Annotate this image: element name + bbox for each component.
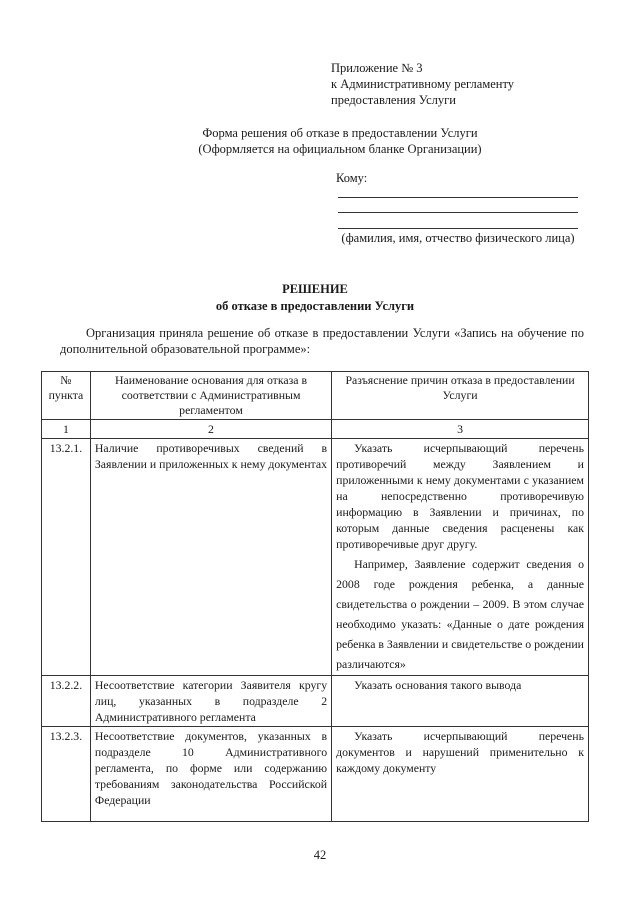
form-title-line-1: Форма решения об отказе в предоставлении Услуги <box>202 126 478 140</box>
row-explanation-example: Например, Заявление содержит сведения о 2008 годе рождения ребенка, а данные свидетельства о рождении – 2009. В этом случае необходимо указать: «Данные о дате рождения ребенка в Заявлении и свидетельстве о рождении различаются» <box>336 557 584 671</box>
row-explanation: Указать основания такого вывода <box>332 676 589 727</box>
column-number: 1 <box>42 420 91 439</box>
table-row <box>42 676 589 727</box>
appendix-header <box>331 60 514 108</box>
recipient-line <box>338 212 578 213</box>
column-number: 2 <box>90 420 331 439</box>
header-number: № пункта <box>42 372 91 420</box>
table-row <box>42 439 589 676</box>
row-explanation: Указать исчерпывающий перечень документов и нарушений применительно к каждому документу <box>332 727 589 822</box>
appendix-line-2: к Административному регламенту <box>331 77 515 91</box>
row-reason: Наличие противоречивых сведений в Заявлении и приложенных к нему документах <box>90 439 331 676</box>
row-explanation <box>332 439 589 676</box>
table-column-numbers-row <box>42 420 589 439</box>
decision-heading <box>90 281 540 315</box>
row-number: 13.2.2. <box>42 676 91 727</box>
row-number: 13.2.3. <box>42 727 91 822</box>
page-number: 42 <box>313 848 327 862</box>
decision-title: РЕШЕНИЕ <box>282 282 348 296</box>
table-header-row <box>42 372 589 420</box>
table-row <box>42 727 589 822</box>
recipient-label: Кому: <box>336 171 368 185</box>
column-number: 3 <box>332 420 589 439</box>
row-explanation-text: Указать исчерпывающий перечень противоречий между Заявлением и приложенными к нему документами с указанием на непосредственно противоречивую информацию в Заявлении и причинах, по которым данные сведения расценены как противоречивые друг другу. <box>336 441 584 551</box>
recipient-line <box>338 228 578 229</box>
header-explanation: Разъяснение причин отказа в предоставлении Услуги <box>332 372 589 420</box>
form-title <box>120 125 560 157</box>
appendix-line-3: предоставления Услуги <box>331 93 456 107</box>
header-reason: Наименование основания для отказа в соответствии с Административным регламентом <box>90 372 331 420</box>
appendix-line-1: Приложение № 3 <box>331 61 423 75</box>
decision-subtitle: об отказе в предоставлении Услуги <box>215 299 415 313</box>
recipient-caption: (фамилия, имя, отчество физического лица) <box>341 231 575 245</box>
row-number: 13.2.1. <box>42 439 91 676</box>
row-reason: Несоответствие документов, указанных в подразделе 10 Административного регламента, по форме или содержанию требованиям законодательства Российской Федерации <box>90 727 331 822</box>
refusal-reasons-table <box>41 371 589 822</box>
row-reason: Несоответствие категории Заявителя кругу лиц, указанных в подразделе 2 Административного регламента <box>90 676 331 727</box>
intro-paragraph: Организация приняла решение об отказе в предоставлении Услуги «Запись на обучение по дополнительной образовательной программе»: <box>60 326 584 356</box>
recipient-line <box>338 197 578 198</box>
form-title-line-2: (Оформляется на официальном бланке Организации) <box>198 142 482 156</box>
